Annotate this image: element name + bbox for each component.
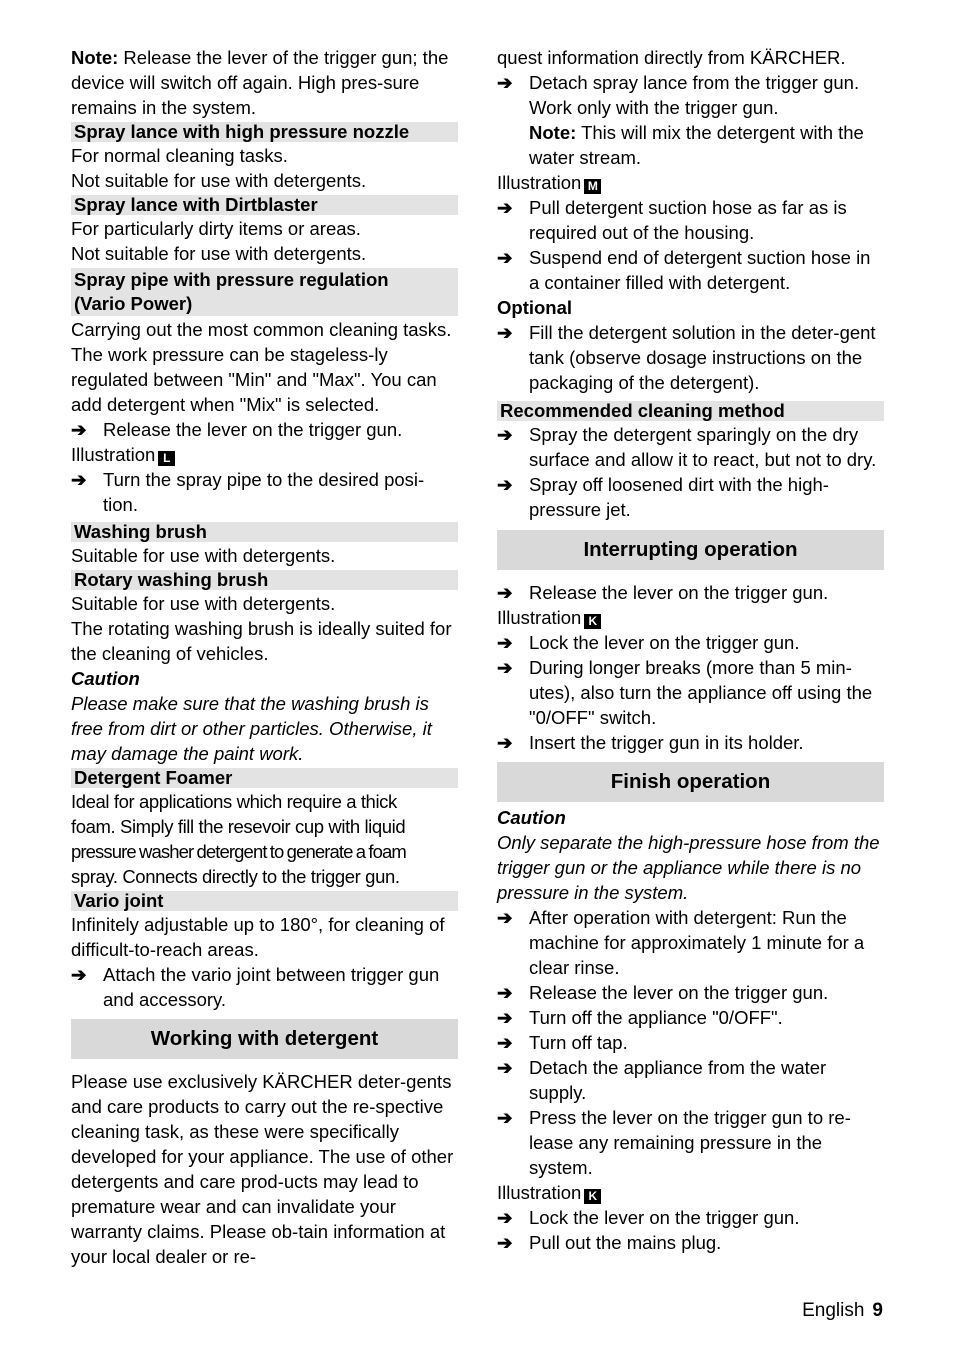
heading-detergent-foamer: Detergent Foamer (71, 768, 458, 788)
heading-high-pressure-nozzle: Spray lance with high pressure nozzle (71, 122, 458, 142)
step-text: During longer breaks (more than 5 min-utes), also turn the appliance off using the "0/OFF" switch. (529, 657, 873, 728)
step-text: Press the lever on the trigger gun to re-lease any remaining pressure in the system. (529, 1107, 851, 1178)
page-footer (802, 1298, 883, 1323)
note-label: Note: (71, 47, 119, 68)
arrow-right-icon: ➔ (71, 469, 87, 490)
caution-text: Please make sure that the washing brush is free from dirt or other particles. Otherwise, it may damage the paint work. (71, 693, 432, 764)
page-number: 9 (872, 1300, 883, 1321)
arrow-right-icon: ➔ (497, 1107, 513, 1128)
step-text: Release the lever on the trigger gun. (529, 582, 829, 603)
step-text: Release the lever on the trigger gun. (103, 419, 403, 440)
arrow-right-icon: ➔ (71, 419, 87, 440)
working-detergent-text: Please use exclusively KÄRCHER deter-gents and care products to carry out the re-spective cleaning task, as these were specifically developed for your appliance. The use of other detergents and care prod-ucts may lead to premature wear and can invalidate your warranty claims. Please ob-tain information at your local dealer or re- (71, 1071, 454, 1267)
foamer-line-3: pressure washer detergent to generate a foam (71, 841, 406, 862)
left-column (71, 45, 458, 1269)
heading-interrupting-operation: Interrupting operation (497, 530, 884, 570)
note-paragraph (71, 45, 458, 120)
optional-label: Optional (497, 297, 573, 318)
step-item (497, 320, 884, 395)
step-text: Turn off the appliance "0/OFF". (529, 1007, 783, 1028)
illustration-label: Illustration (497, 607, 582, 628)
step-text: After operation with detergent: Run the machine for approximately 1 minute for a clear rinse. (529, 907, 865, 978)
illustration-ref (497, 170, 884, 195)
step-item (497, 1230, 884, 1255)
step-text: Lock the lever on the trigger gun. (529, 632, 800, 653)
arrow-right-icon: ➔ (497, 657, 513, 678)
arrow-right-icon: ➔ (71, 964, 87, 985)
db-line-1: For particularly dirty items or areas. (71, 218, 361, 239)
arrow-right-icon: ➔ (497, 1057, 513, 1078)
note-text: Release the lever of the trigger gun; the device will switch off again. High pres-sure remains in the system. (71, 47, 449, 118)
caution-text: Only separate the high-pressure hose from the trigger gun or the appliance while there is no pressure in the system. (497, 832, 880, 903)
arrow-right-icon: ➔ (497, 474, 513, 495)
step-item (497, 1005, 884, 1030)
heading-dirtblaster: Spray lance with Dirtblaster (71, 195, 458, 215)
hp-line-2: Not suitable for use with detergents. (71, 170, 367, 191)
step-text: Turn the spray pipe to the desired posi-tion. (103, 469, 425, 515)
rotary-brush-line-1: Suitable for use with detergents. (71, 593, 336, 614)
arrow-right-icon: ➔ (497, 197, 513, 218)
heading-recommended-cleaning: Recommended cleaning method (497, 401, 884, 421)
step-text: Spray off loosened dirt with the high-pressure jet. (529, 474, 829, 520)
step-item (497, 245, 884, 295)
step-text: Spray the detergent sparingly on the dry surface and allow it to react, but not to dry. (529, 424, 877, 470)
step-text: Detach spray lance from the trigger gun. Work only with the trigger gun. (529, 72, 860, 118)
arrow-right-icon: ➔ (497, 1232, 513, 1253)
step-text: Insert the trigger gun in its holder. (529, 732, 804, 753)
step-text: Detach the appliance from the water supply. (529, 1057, 827, 1103)
step-item (497, 195, 884, 245)
rotary-brush-line-2: The rotating washing brush is ideally suited for the cleaning of vehicles. (71, 618, 452, 664)
arrow-right-icon: ➔ (497, 322, 513, 343)
vario-power-text: Carrying out the most common cleaning tasks. The work pressure can be stageless-ly regulated between "Min" and "Max". You can add detergent when "Mix" is selected. (71, 319, 452, 415)
foamer-line-1: Ideal for applications which require a thick (71, 791, 397, 812)
heading-vario-power-line-1: Spray pipe with pressure regulation (74, 269, 389, 290)
step-item (497, 630, 884, 655)
illustration-letter-icon: K (584, 1189, 601, 1204)
washing-brush-text: Suitable for use with detergents. (71, 545, 336, 566)
note-text: This will mix the detergent with the water stream. (529, 122, 864, 168)
arrow-right-icon: ➔ (497, 982, 513, 1003)
step-item (497, 1030, 884, 1055)
step-item (71, 417, 458, 442)
illustration-letter-icon: M (584, 179, 601, 194)
caution-title: Caution (497, 807, 566, 828)
heading-vario-joint: Vario joint (71, 891, 458, 911)
vario-joint-text: Infinitely adjustable up to 180°, for cleaning of difficult-to-reach areas. (71, 914, 445, 960)
step-text: Lock the lever on the trigger gun. (529, 1207, 800, 1228)
step-item (497, 422, 884, 472)
arrow-right-icon: ➔ (497, 1007, 513, 1028)
step-item (497, 1205, 884, 1230)
arrow-right-icon: ➔ (497, 1032, 513, 1053)
illustration-letter-icon: L (158, 451, 175, 466)
illustration-label: Illustration (497, 1182, 582, 1203)
arrow-right-icon: ➔ (497, 424, 513, 445)
heading-vario-power (71, 268, 458, 316)
illustration-letter-icon: K (584, 614, 601, 629)
step-text: Turn off tap. (529, 1032, 628, 1053)
step-item (497, 730, 884, 755)
step-text: Suspend end of detergent suction hose in a container filled with detergent. (529, 247, 871, 293)
arrow-right-icon: ➔ (497, 632, 513, 653)
right-column (497, 45, 884, 1255)
note-label: Note: (529, 122, 577, 143)
arrow-right-icon: ➔ (497, 72, 513, 93)
step-item (497, 980, 884, 1005)
step-text: Attach the vario joint between trigger gun and accessory. (103, 964, 440, 1010)
arrow-right-icon: ➔ (497, 247, 513, 268)
arrow-right-icon: ➔ (497, 582, 513, 603)
caution-title: Caution (71, 668, 140, 689)
foamer-line-2: foam. Simply fill the resevoir cup with liquid (71, 816, 406, 837)
step-item (497, 1055, 884, 1105)
heading-finish-operation: Finish operation (497, 762, 884, 802)
step-text: Pull detergent suction hose as far as is required out of the housing. (529, 197, 847, 243)
db-line-2: Not suitable for use with detergents. (71, 243, 367, 264)
step-item (497, 580, 884, 605)
step-item (497, 1105, 884, 1180)
illustration-label: Illustration (497, 172, 582, 193)
illustration-ref (497, 605, 884, 630)
footer-language: English (802, 1300, 865, 1321)
step-item (497, 655, 884, 730)
heading-vario-power-line-2: (Vario Power) (74, 293, 193, 314)
illustration-label: Illustration (71, 444, 156, 465)
step-text: Fill the detergent solution in the deter-gent tank (observe dosage instructions on the packaging of the detergent). (529, 322, 876, 393)
step-item (497, 905, 884, 980)
hp-line-1: For normal cleaning tasks. (71, 145, 288, 166)
foamer-line-4: spray. Connects directly to the trigger gun. (71, 866, 400, 887)
arrow-right-icon: ➔ (497, 732, 513, 753)
illustration-ref (71, 442, 458, 467)
illustration-ref (497, 1180, 884, 1205)
step-item (497, 70, 884, 170)
heading-washing-brush: Washing brush (71, 522, 458, 542)
continued-text: quest information directly from KÄRCHER. (497, 47, 846, 68)
step-text: Release the lever on the trigger gun. (529, 982, 829, 1003)
heading-rotary-washing-brush: Rotary washing brush (71, 570, 458, 590)
arrow-right-icon: ➔ (497, 1207, 513, 1228)
step-text: Pull out the mains plug. (529, 1232, 722, 1253)
step-item (497, 472, 884, 522)
arrow-right-icon: ➔ (497, 907, 513, 928)
step-item (71, 467, 458, 517)
step-item (71, 962, 458, 1012)
heading-working-with-detergent: Working with detergent (71, 1019, 458, 1059)
